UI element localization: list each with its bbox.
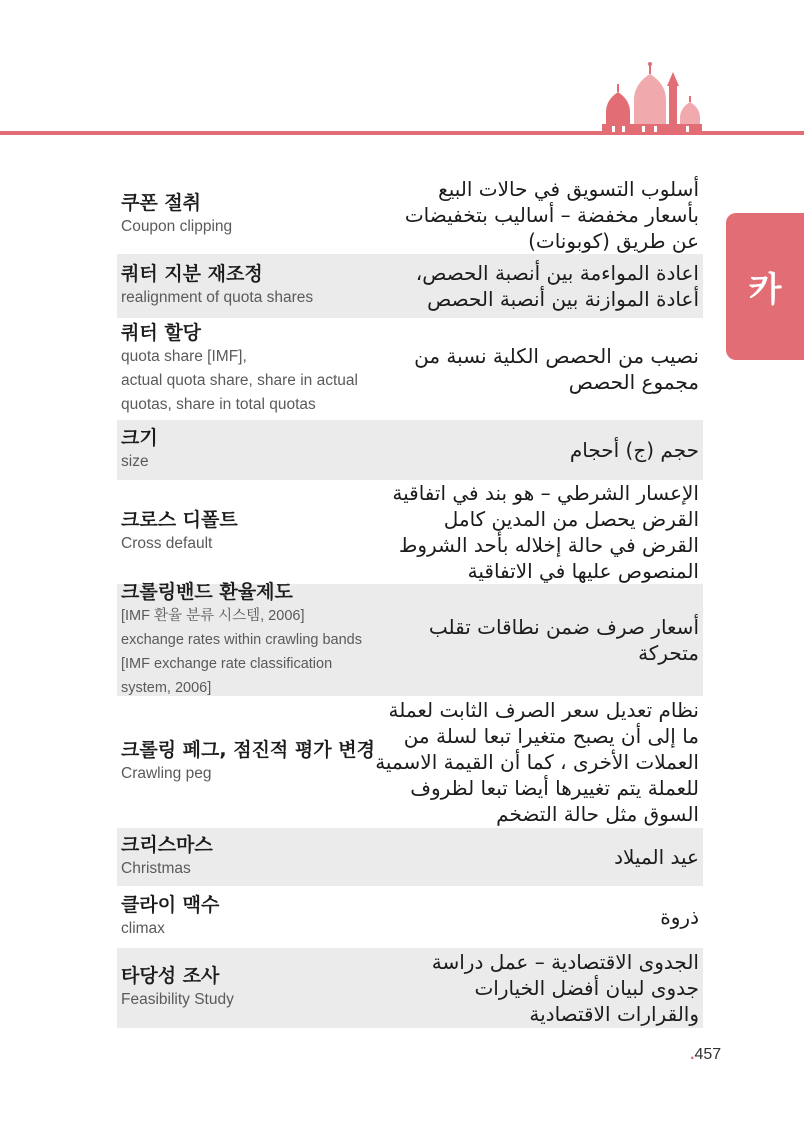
arabic-definition: الجدوى الاقتصادية – عمل دراسة جدوى لبيان أفضل الخيارات والقرارات الاقتصادية (431, 950, 699, 1026)
english-term: size (121, 453, 149, 470)
arabic-definition: اعادة المواءمة بين أنصبة الحصص، أعادة الموازنة بين أنصبة الحصص (415, 261, 699, 311)
korean-term: 크리스마스 (121, 834, 213, 856)
korean-term: 클라이 맥수 (121, 894, 220, 916)
glossary-entry (117, 581, 703, 696)
korean-term: 크롤링 페그, 점진적 평가 변경 (121, 739, 375, 761)
page-number: .457 (690, 1046, 722, 1063)
english-term: Christmas (121, 860, 191, 877)
glossary-entry (117, 420, 703, 480)
arabic-definition: الإعسار الشرطي – هو بند في اتفاقية القرض يحصل من المدين كامل القرض في حالة إخلاله بأحد الشروط المنصوص عليها في الاتفاقية (392, 481, 699, 583)
english-term: system, 2006] (121, 680, 212, 696)
glossary-entry (117, 888, 703, 946)
korean-term: 크기 (121, 427, 158, 449)
english-term: [IMF 환율 분류 시스템, 2006] (121, 608, 305, 624)
english-term: actual quota share, share in actual (121, 372, 358, 389)
english-term: quotas, share in total quotas (121, 396, 316, 413)
mosque-domes-icon (598, 60, 702, 136)
page-number-dot: . (690, 1046, 695, 1063)
entry-terms (121, 964, 370, 1012)
section-index-tab: 카 (726, 213, 804, 360)
english-term: quota share [IMF], (121, 348, 247, 365)
glossary-entry (117, 178, 703, 252)
korean-term: 크롤링밴드 환율제도 (121, 581, 293, 603)
glossary-entry (117, 320, 703, 418)
arabic-definition: عيد الميلاد (614, 845, 699, 869)
arabic-definition: ذروة (660, 905, 699, 929)
arabic-definition: حجم (ج) أحجام (569, 438, 699, 462)
entry-terms (121, 833, 370, 881)
glossary-entry (117, 948, 703, 1028)
arabic-definition: نصيب من الحصص الكلية نسبة من مجموع الحصص (414, 344, 699, 394)
glossary-entry (117, 254, 703, 318)
entry-terms (121, 738, 375, 786)
entry-terms (121, 893, 370, 941)
korean-term: 쿼터 지분 재조정 (121, 263, 263, 285)
entry-terms (121, 426, 370, 474)
english-term: Feasibility Study (121, 991, 234, 1008)
english-term: exchange rates within crawling bands (121, 632, 362, 648)
entry-terms (121, 321, 370, 417)
korean-term: 쿼터 할당 (121, 322, 202, 344)
arabic-definition: أسعار صرف ضمن نطاقات تقلب متحركة (428, 615, 699, 665)
korean-term: 쿠폰 절취 (121, 192, 202, 214)
english-term: realignment of quota shares (121, 289, 314, 306)
korean-term: 타당성 조사 (121, 965, 220, 987)
english-term: Crawling peg (121, 765, 212, 782)
korean-term: 크로스 디폴트 (121, 509, 238, 531)
english-term: Cross default (121, 535, 213, 552)
entry-terms (121, 580, 370, 700)
entry-terms (121, 262, 370, 310)
glossary-entry (117, 482, 703, 582)
glossary-entry (117, 828, 703, 886)
glossary-table (117, 178, 703, 1030)
english-term: Coupon clipping (121, 218, 233, 235)
entry-terms (121, 191, 370, 239)
entry-terms (121, 508, 370, 556)
arabic-definition: أسلوب التسويق في حالات البيع بأسعار مخفضة – أساليب بتخفيضات عن طريق (كوبونات) (404, 177, 699, 253)
arabic-definition: نظام تعديل سعر الصرف الثابت لعملة ما إلى أن يصبح متغيرا تبعا لسلة من العملات الأخرى ، كما أن القيمة الاسمية للعملة يتم تغييرها أيضا تبعا لظروف السوق مثل حالة التضخم (375, 698, 699, 826)
english-term: [IMF exchange rate classification (121, 656, 333, 672)
english-term: climax (121, 920, 165, 937)
glossary-entry (117, 698, 703, 826)
